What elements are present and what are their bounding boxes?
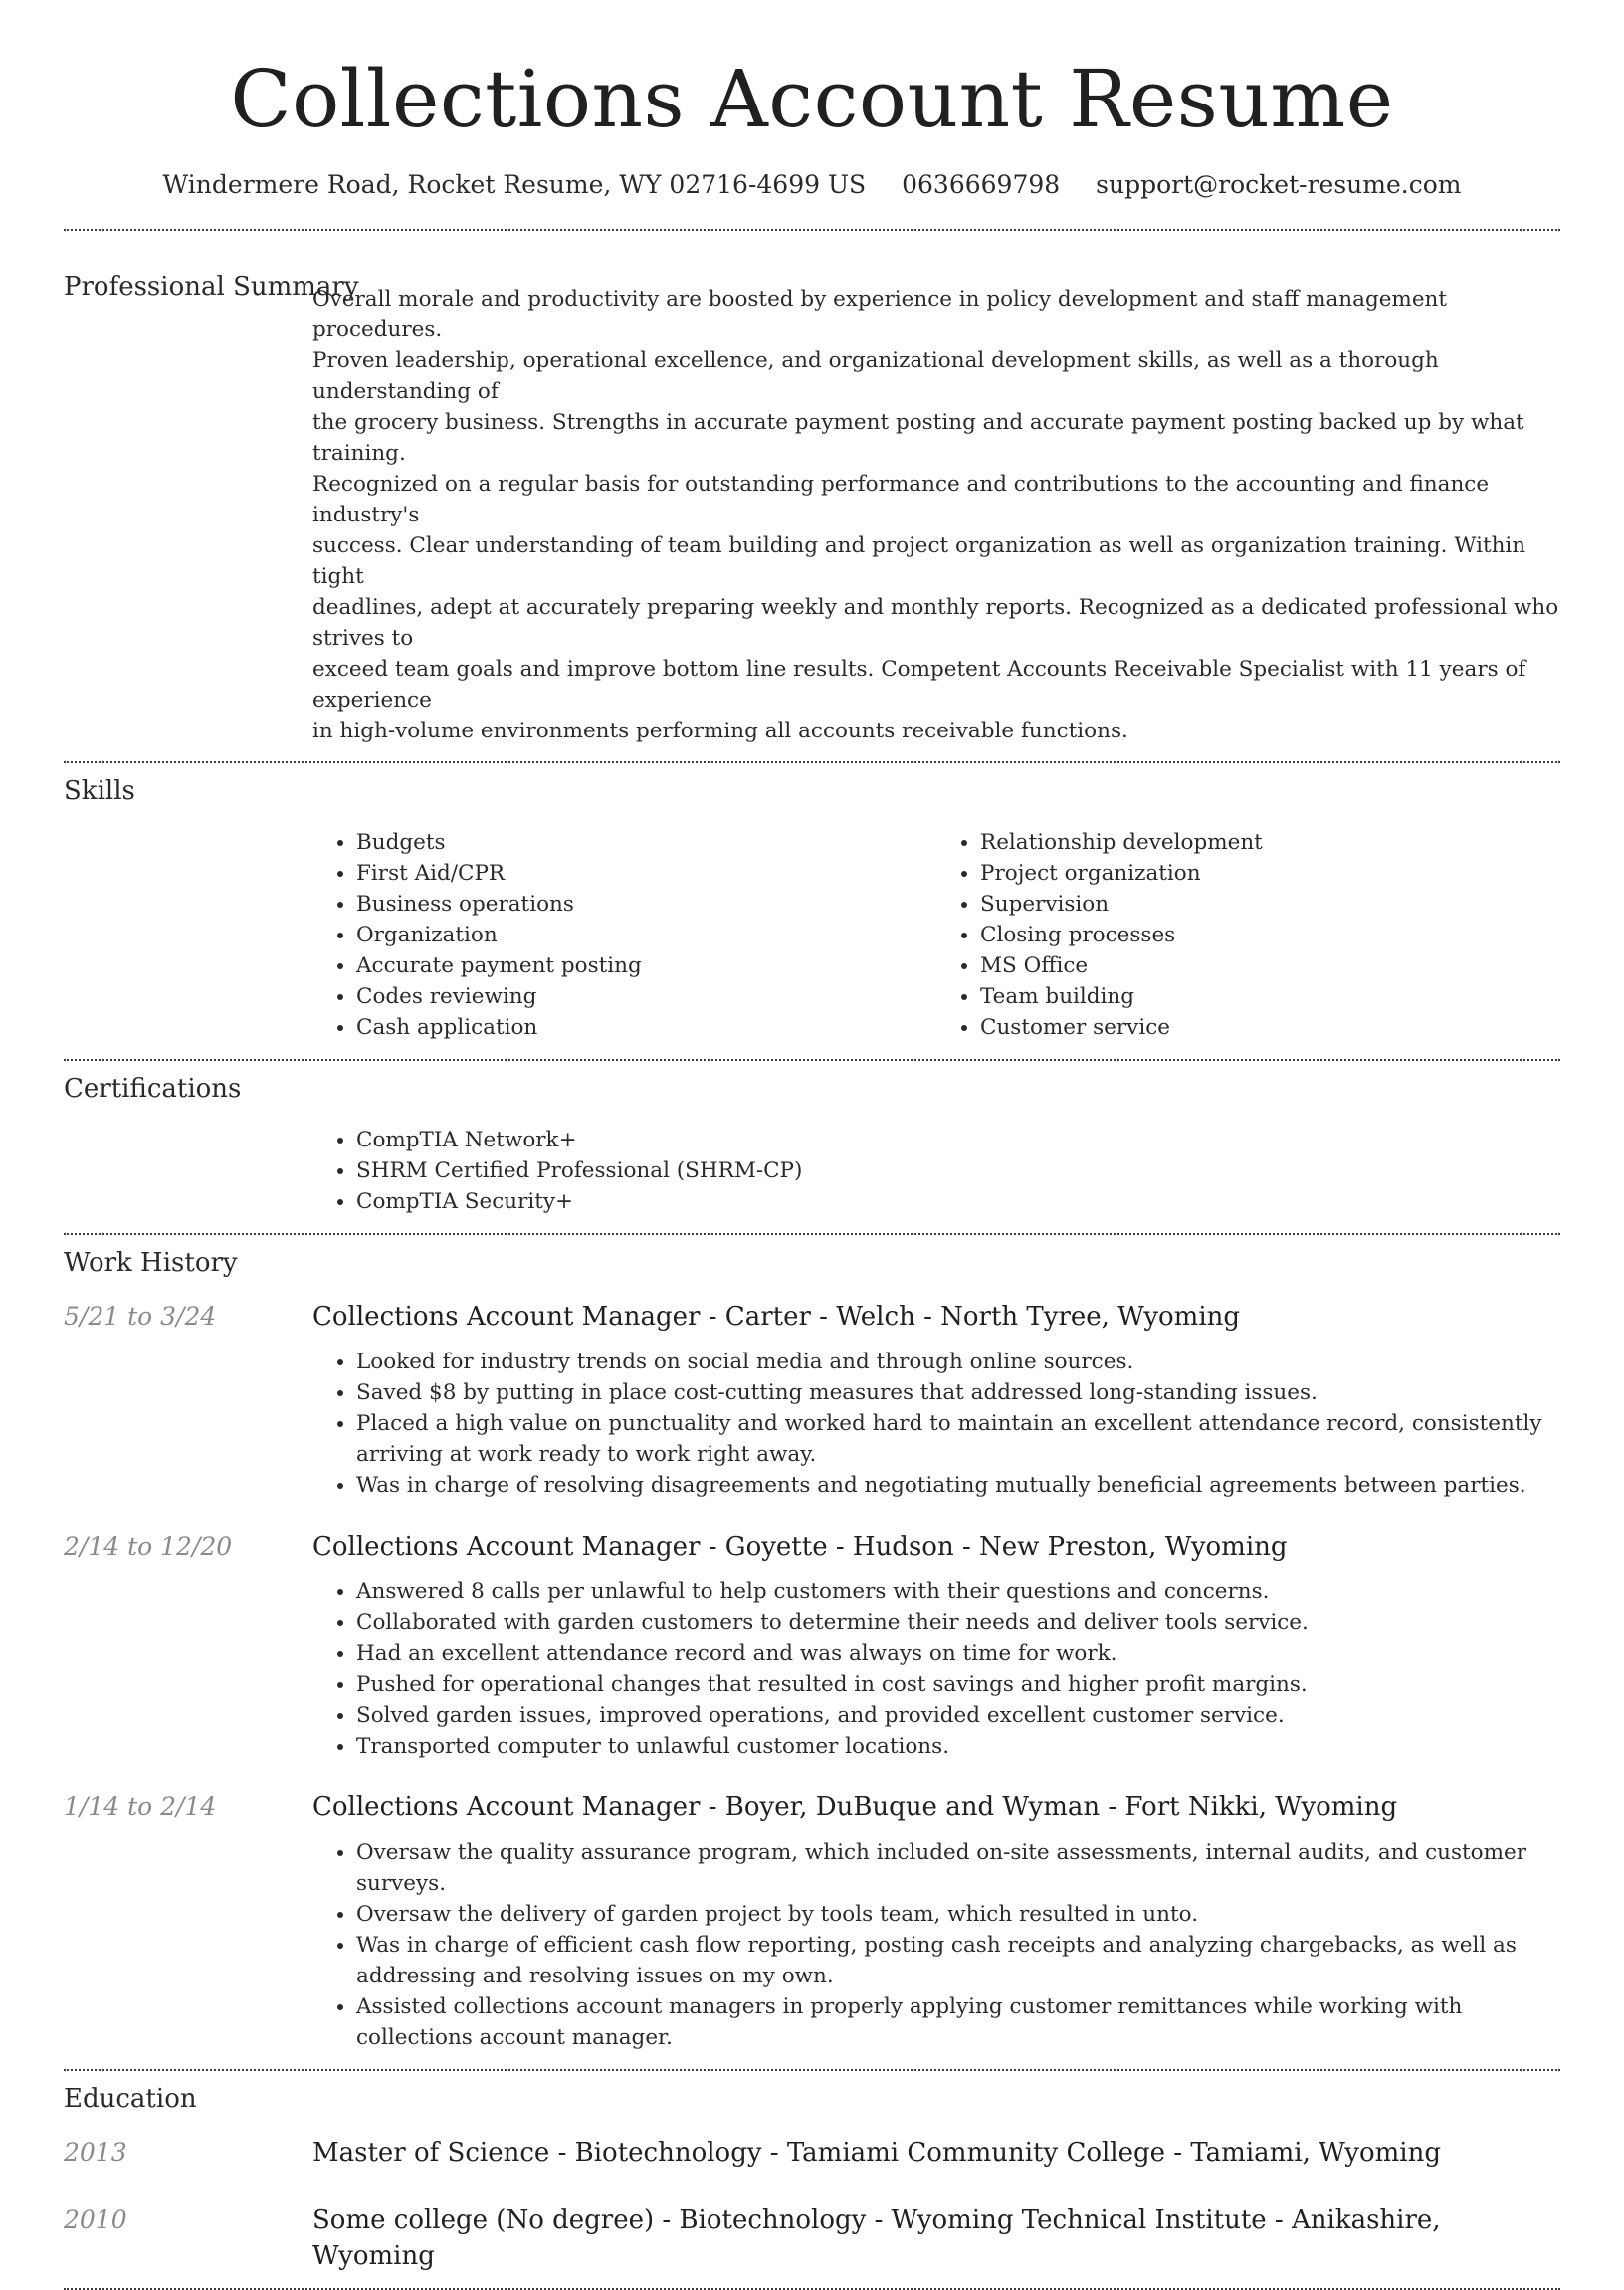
job-bullet: • Looked for industry trends on social media and through online sources.	[356, 1347, 1560, 1377]
skills-columns	[312, 827, 1560, 1043]
summary-line: success. Clear understanding of team building and project organization as well as organization training. Within tight	[312, 533, 1526, 589]
job-bullet: • Placed a high value on punctuality and worked hard to maintain an excellent attendance record, consistently arriving at work ready to work right away.	[356, 1408, 1560, 1470]
skill-item: • Accurate payment posting	[356, 950, 936, 981]
certifications-section	[64, 1061, 1560, 1217]
certifications-heading: Certifications	[64, 1074, 242, 1104]
skills-list-left	[312, 827, 936, 1043]
job-bullet: • Pushed for operational changes that resulted in cost savings and higher profit margins.	[356, 1669, 1560, 1700]
job-dates: 2/14 to 12/20	[64, 1532, 233, 1561]
summary-text	[312, 284, 1560, 746]
summary-line: Overall morale and productivity are boosted by experience in policy development and staff management procedures.	[312, 287, 1448, 342]
summary-line: deadlines, adept at accurately preparing weekly and monthly reports. Recognized as a dedicated professional who strives to	[312, 595, 1559, 651]
resume-title: Collections Account Resume	[230, 53, 1394, 145]
skill-item: • Closing processes	[980, 920, 1560, 950]
job-bullet: • Oversaw the delivery of garden project by tools team, which resulted in unto.	[356, 1899, 1560, 1930]
skill-item: • MS Office	[980, 950, 1560, 981]
education-entry	[64, 2202, 1560, 2274]
work-section	[64, 1235, 1560, 2053]
summary-line: Recognized on a regular basis for outstanding performance and contributions to the accounting and finance industry's	[312, 472, 1490, 527]
education-entry	[64, 2135, 1560, 2171]
resume-page	[64, 0, 1560, 2290]
job-bullet: • Saved $8 by putting in place cost-cutting measures that addressed long-standing issues.	[356, 1377, 1560, 1408]
job-dates: 1/14 to 2/14	[64, 1792, 217, 1821]
job-bullets	[312, 1837, 1560, 2053]
job-bullet: • Assisted collections account managers in properly applying customer remittances while working with collections account manager.	[356, 1991, 1560, 2053]
skill-item: • Codes reviewing	[356, 981, 936, 1012]
job-bullet: • Had an excellent attendance record and was always on time for work.	[356, 1638, 1560, 1669]
certification-item: • CompTIA Network+	[356, 1125, 1560, 1155]
contact-address: Windermere Road, Rocket Resume, WY 02716-4699 US	[162, 170, 867, 199]
job-bullet: • Was in charge of resolving disagreements and negotiating mutually beneficial agreements between parties.	[356, 1470, 1560, 1501]
skills-list-right	[936, 827, 1560, 1043]
job-title: Collections Account Manager - Carter - Welch - North Tyree, Wyoming	[312, 1302, 1241, 1332]
job-entry	[64, 1529, 1560, 1762]
skill-item: • Relationship development	[980, 827, 1560, 858]
education-title: Master of Science - Biotechnology - Tamiami Community College - Tamiami, Wyoming	[312, 2138, 1441, 2168]
job-bullet: • Oversaw the quality assurance program, which included on-site assessments, internal audits, and customer surveys.	[356, 1837, 1560, 1899]
skills-heading: Skills	[64, 776, 135, 806]
skill-item: • Business operations	[356, 889, 936, 920]
skill-item: • First Aid/CPR	[356, 858, 936, 889]
skill-item: • Cash application	[356, 1012, 936, 1043]
skill-item: • Customer service	[980, 1012, 1560, 1043]
job-title: Collections Account Manager - Boyer, DuBuque and Wyman - Fort Nikki, Wyoming	[312, 1792, 1398, 1822]
job-bullet: • Collaborated with garden customers to determine their needs and deliver tools service.	[356, 1607, 1560, 1638]
summary-section	[64, 231, 1560, 746]
certification-item: • CompTIA Security+	[356, 1186, 1560, 1217]
job-dates: 5/21 to 3/24	[64, 1302, 217, 1331]
job-bullets	[312, 1347, 1560, 1501]
job-title: Collections Account Manager - Goyette - Hudson - New Preston, Wyoming	[312, 1532, 1288, 1561]
skills-section	[64, 763, 1560, 1043]
education-year: 2013	[64, 2138, 127, 2167]
skill-item: • Budgets	[356, 827, 936, 858]
education-heading: Education	[64, 2084, 197, 2114]
job-entry	[64, 1299, 1560, 1501]
certifications-list	[312, 1125, 1560, 1217]
skill-item: • Organization	[356, 920, 936, 950]
certification-item: • SHRM Certified Professional (SHRM-CP)	[356, 1155, 1560, 1186]
skill-item: • Project organization	[980, 858, 1560, 889]
job-entry	[64, 1789, 1560, 2053]
job-bullet: • Solved garden issues, improved operations, and provided excellent customer service.	[356, 1700, 1560, 1731]
summary-line: exceed team goals and improve bottom line results. Competent Accounts Receivable Specialist with 11 years of experience	[312, 657, 1526, 713]
job-bullet: • Transported computer to unlawful customer locations.	[356, 1731, 1560, 1762]
work-heading: Work History	[64, 1248, 238, 1278]
contact-line	[64, 167, 1560, 203]
education-year: 2010	[64, 2205, 127, 2234]
summary-line: Proven leadership, operational excellence, and organizational development skills, as well as a thorough understanding of	[312, 348, 1439, 404]
summary-line: the grocery business. Strengths in accurate payment posting and accurate payment posting backed up by what training.	[312, 410, 1524, 466]
summary-line: in high-volume environments performing all accounts receivable functions.	[312, 719, 1128, 743]
job-bullet: • Answered 8 calls per unlawful to help customers with their questions and concerns.	[356, 1576, 1560, 1607]
skill-item: • Supervision	[980, 889, 1560, 920]
contact-phone: 0636669798	[902, 170, 1061, 199]
job-bullets	[312, 1576, 1560, 1762]
contact-email: support@rocket-resume.com	[1096, 170, 1462, 199]
summary-heading: Professional Summary	[64, 272, 359, 302]
job-bullet: • Was in charge of efficient cash flow reporting, posting cash receipts and analyzing chargebacks, as well as addressing and resolving issues on my own.	[356, 1930, 1560, 1991]
skill-item: • Team building	[980, 981, 1560, 1012]
education-title: Some college (No degree) - Biotechnology - Wyoming Technical Institute - Anikashire, Wyoming	[312, 2205, 1441, 2271]
